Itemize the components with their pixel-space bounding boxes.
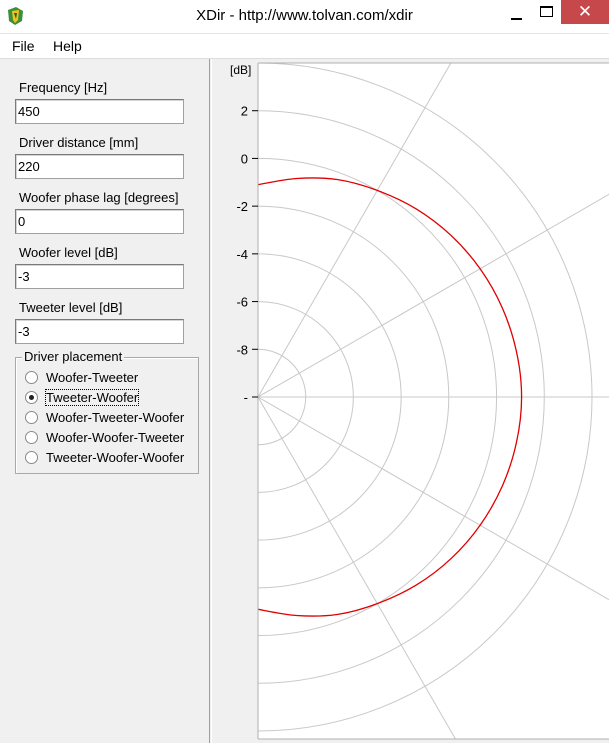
menu-file[interactable]: File <box>12 38 35 54</box>
radio-button-icon <box>25 371 38 384</box>
radio-tweeter-woofer-woofer[interactable] <box>25 448 184 466</box>
axis-tick-label: -8 <box>236 342 248 358</box>
polar-plot-area <box>212 59 609 743</box>
radio-woofer-woofer-tweeter[interactable] <box>25 428 184 446</box>
frequency-label: Frequency [Hz] <box>19 80 108 95</box>
maximize-button[interactable] <box>526 0 566 33</box>
radio-label: Tweeter-Woofer <box>46 389 139 405</box>
woofer-level-label: Woofer level [dB] <box>19 245 118 260</box>
maximize-icon <box>540 6 553 17</box>
window-title: XDir - http://www.tolvan.com/xdir <box>196 7 413 24</box>
radio-tweeter-woofer[interactable] <box>25 388 138 406</box>
radio-button-icon <box>25 431 38 444</box>
axis-tick-label: 2 <box>240 103 248 119</box>
radio-label: Woofer-Woofer-Tweeter <box>46 429 185 445</box>
axis-tick-label: -2 <box>236 199 248 215</box>
radio-button-icon <box>25 451 38 464</box>
menu-bar <box>0 34 609 59</box>
tweeter-level-label: Tweeter level [dB] <box>19 300 123 315</box>
axis-tick-label: - <box>243 390 248 405</box>
polar-chart <box>212 59 609 743</box>
driver-distance-label: Driver distance [mm] <box>19 135 139 150</box>
close-icon: ✕ <box>577 1 593 22</box>
minimize-icon <box>511 18 522 20</box>
axis-tick-label: 0 <box>240 151 248 167</box>
woofer-phase-lag-input[interactable] <box>15 209 184 234</box>
menu-help[interactable]: Help <box>53 38 82 54</box>
title-bar[interactable] <box>0 0 609 34</box>
radio-label: Woofer-Tweeter-Woofer <box>46 409 185 425</box>
axis-tick-label: -4 <box>236 246 248 262</box>
radio-woofer-tweeter-woofer[interactable] <box>25 408 184 426</box>
tweeter-level-input[interactable] <box>15 319 184 344</box>
radio-button-selected-icon <box>25 391 38 404</box>
driver-placement-label: Driver placement <box>24 349 123 364</box>
woofer-phase-lag-label: Woofer phase lag [degrees] <box>19 190 179 205</box>
radio-label: Tweeter-Woofer-Woofer <box>46 449 185 465</box>
frequency-input[interactable] <box>15 99 184 124</box>
radio-woofer-tweeter[interactable] <box>25 368 138 386</box>
axis-tick-label: -6 <box>236 294 248 310</box>
close-button[interactable] <box>561 0 609 24</box>
radio-label: Woofer-Tweeter <box>46 369 139 385</box>
woofer-level-input[interactable] <box>15 264 184 289</box>
radio-button-icon <box>25 411 38 424</box>
driver-distance-input[interactable] <box>15 154 184 179</box>
axis-unit-label: [dB] <box>230 63 252 77</box>
